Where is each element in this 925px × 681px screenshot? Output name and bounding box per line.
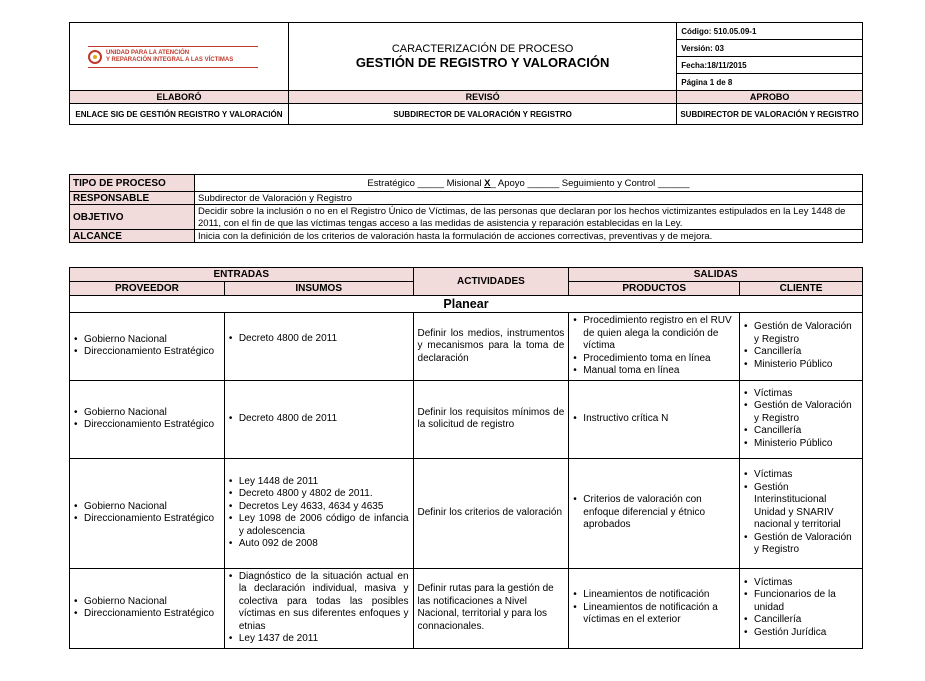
elaboro-label: ELABORÓ (70, 91, 289, 104)
alcance-label: ALCANCE (70, 230, 195, 243)
list-item: • Gobierno Nacional (74, 334, 220, 347)
list-item: • Decreto 4800 y 4802 de 2011. (229, 488, 409, 501)
alcance-value: Inicia con la definición de los criterios de valoración hasta la formulación de acciones correctivas, preventivas y de mejora. (195, 230, 863, 243)
list-item: • Gestión de Valoración y Registro (744, 400, 858, 425)
table-row (70, 458, 863, 568)
cliente-cell (740, 313, 863, 381)
productos-cell (569, 313, 740, 381)
insumos-cell (224, 380, 413, 458)
list-item: • Lineamientos de notificación (573, 589, 735, 602)
list-item: • Funcionarios de la unidad (744, 589, 858, 614)
responsable-label: RESPONSABLE (70, 192, 195, 205)
list-item: • Ministerio Público (744, 359, 858, 372)
list-item: • Gobierno Nacional (74, 407, 220, 420)
insumos-cell (224, 458, 413, 568)
actividad-cell: Definir los criterios de valoración (413, 458, 569, 568)
list-item: • Ley 1448 de 2011 (229, 476, 409, 489)
list-item: • Ley 1437 de 2011 (229, 633, 409, 646)
list-item: • Direccionamiento Estratégico (74, 346, 220, 359)
proveedor-header: PROVEEDOR (70, 282, 225, 296)
insumos-header: INSUMOS (224, 282, 413, 296)
list-item: • Gestión de Valoración y Registro (744, 321, 858, 346)
logo-rule (88, 67, 258, 68)
cliente-cell (740, 458, 863, 568)
list-item: • Ministerio Público (744, 438, 858, 451)
cliente-cell (740, 568, 863, 648)
list-item: • Cancillería (744, 614, 858, 627)
tipo-value (195, 175, 863, 192)
list-item: • Direccionamiento Estratégico (74, 513, 220, 526)
document-title (288, 23, 676, 91)
list-item: • Decretos Ley 4633, 4634 y 4635 (229, 501, 409, 514)
document-version: Versión: 03 (677, 40, 863, 57)
list-item: • Cancillería (744, 346, 858, 359)
proveedor-cell (70, 568, 225, 648)
insumos-cell (224, 568, 413, 648)
document-code: Código: 510.05.09-1 (677, 23, 863, 40)
objetivo-value: Decidir sobre la inclusión o no en el Registro Único de Víctimas, de las personas que declaran por los hechos victimizantes estipulados en la Ley 1448 de 2011, con el fin de que las víctimas tengas acceso a las medidas de asistencia y reparación establecidas en la Ley. (195, 205, 863, 230)
list-item: • Gobierno Nacional (74, 596, 220, 609)
list-item: • Víctimas (744, 577, 858, 590)
cliente-cell (740, 380, 863, 458)
entradas-header: ENTRADAS (70, 268, 414, 282)
list-item: • Decreto 4800 de 2011 (229, 413, 409, 426)
table-row (70, 380, 863, 458)
list-item: • Gestión Jurídica (744, 627, 858, 640)
table-row (70, 568, 863, 648)
logo-cell (70, 23, 289, 91)
list-item: • Víctimas (744, 469, 858, 482)
list-item: • Procedimiento toma en línea (573, 353, 735, 366)
list-item: • Procedimiento registro en el RUV de quien alega la condición de víctima (573, 315, 735, 353)
cliente-header: CLIENTE (740, 282, 863, 296)
list-item: • Víctimas (744, 388, 858, 401)
title-line-1: CARACTERIZACIÓN DE PROCESO (391, 43, 574, 55)
list-item: • Lineamientos de notificación a víctimas en el exterior (573, 602, 735, 627)
misional-mark: X (484, 178, 491, 189)
reviso-label: REVISÓ (288, 91, 676, 104)
characterization-table (69, 267, 863, 649)
list-item: • Gobierno Nacional (74, 501, 220, 514)
list-item: • Criterios de valoración con enfoque diferencial y étnico aprobados (573, 494, 735, 532)
tipo-label: TIPO DE PROCESO (70, 175, 195, 192)
productos-cell (569, 568, 740, 648)
proveedor-cell (70, 380, 225, 458)
process-info (69, 174, 863, 243)
aprobo-value: SUBDIRECTOR DE VALORACIÓN Y REGISTRO (677, 104, 863, 125)
productos-cell (569, 380, 740, 458)
salidas-header: SALIDAS (569, 268, 863, 282)
actividad-cell: Definir rutas para la gestión de las notificaciones a Nivel Nacional, territorial y para los connacionales. (413, 568, 569, 648)
list-item: • Auto 092 de 2008 (229, 538, 409, 551)
document-date: Fecha:18/11/2015 (677, 57, 863, 74)
logo-line-2: Y REPARACIÓN INTEGRAL A LAS VÍCTIMAS (106, 56, 234, 63)
title-line-2: GESTIÓN DE REGISTRO Y VALORACIÓN (355, 55, 610, 70)
list-item: • Decreto 4800 de 2011 (229, 333, 409, 346)
list-item: • Direccionamiento Estratégico (74, 608, 220, 621)
list-item: • Instructivo crítica N (573, 413, 735, 426)
aprobo-label: APROBO (677, 91, 863, 104)
actividad-cell: Definir los medios, instrumentos y mecanismos para la toma de declaración (413, 313, 569, 381)
list-item: • Diagnóstico de la situación actual en la declaración individual, masiva y colectiva para todas las posibles víctimas en sus diferentes enfoques y etnias (229, 571, 409, 634)
list-item: • Ley 1098 de 2006 código de infancia y adolescencia (229, 513, 409, 538)
actividades-header: ACTIVIDADES (413, 268, 569, 296)
list-item: • Cancillería (744, 425, 858, 438)
tipo-value-post: _ Apoyo ______ Seguimiento y Control ______ (490, 178, 690, 189)
table-row (70, 313, 863, 381)
tipo-value-pre: Estratégico _____ Misional (367, 178, 485, 189)
document-header (69, 22, 863, 125)
proveedor-cell (70, 458, 225, 568)
reviso-value: SUBDIRECTOR DE VALORACIÓN Y REGISTRO (288, 104, 676, 125)
proveedor-cell (70, 313, 225, 381)
logo-line-1: UNIDAD PARA LA ATENCIÓN (106, 49, 190, 56)
responsable-value: Subdirector de Valoración y Registro (195, 192, 863, 205)
institution-logo (88, 50, 285, 64)
objetivo-label: OBJETIVO (70, 205, 195, 230)
list-item: • Manual toma en línea (573, 365, 735, 378)
list-item: • Gestión Interinstitucional Unidad y SNARIV nacional y territorial (744, 482, 858, 532)
coat-of-arms-icon (88, 50, 102, 64)
list-item: • Gestión de Valoración y Registro (744, 532, 858, 557)
productos-cell (569, 458, 740, 568)
page-number: Página 1 de 8 (677, 74, 863, 91)
actividad-cell: Definir los requisitos mínimos de la solicitud de registro (413, 380, 569, 458)
list-item: • Direccionamiento Estratégico (74, 419, 220, 432)
insumos-cell (224, 313, 413, 381)
productos-header: PRODUCTOS (569, 282, 740, 296)
logo-rule (88, 46, 258, 47)
section-planear: Planear (70, 296, 863, 313)
elaboro-value: ENLACE SIG DE GESTIÓN REGISTRO Y VALORACIÓN (70, 104, 289, 125)
